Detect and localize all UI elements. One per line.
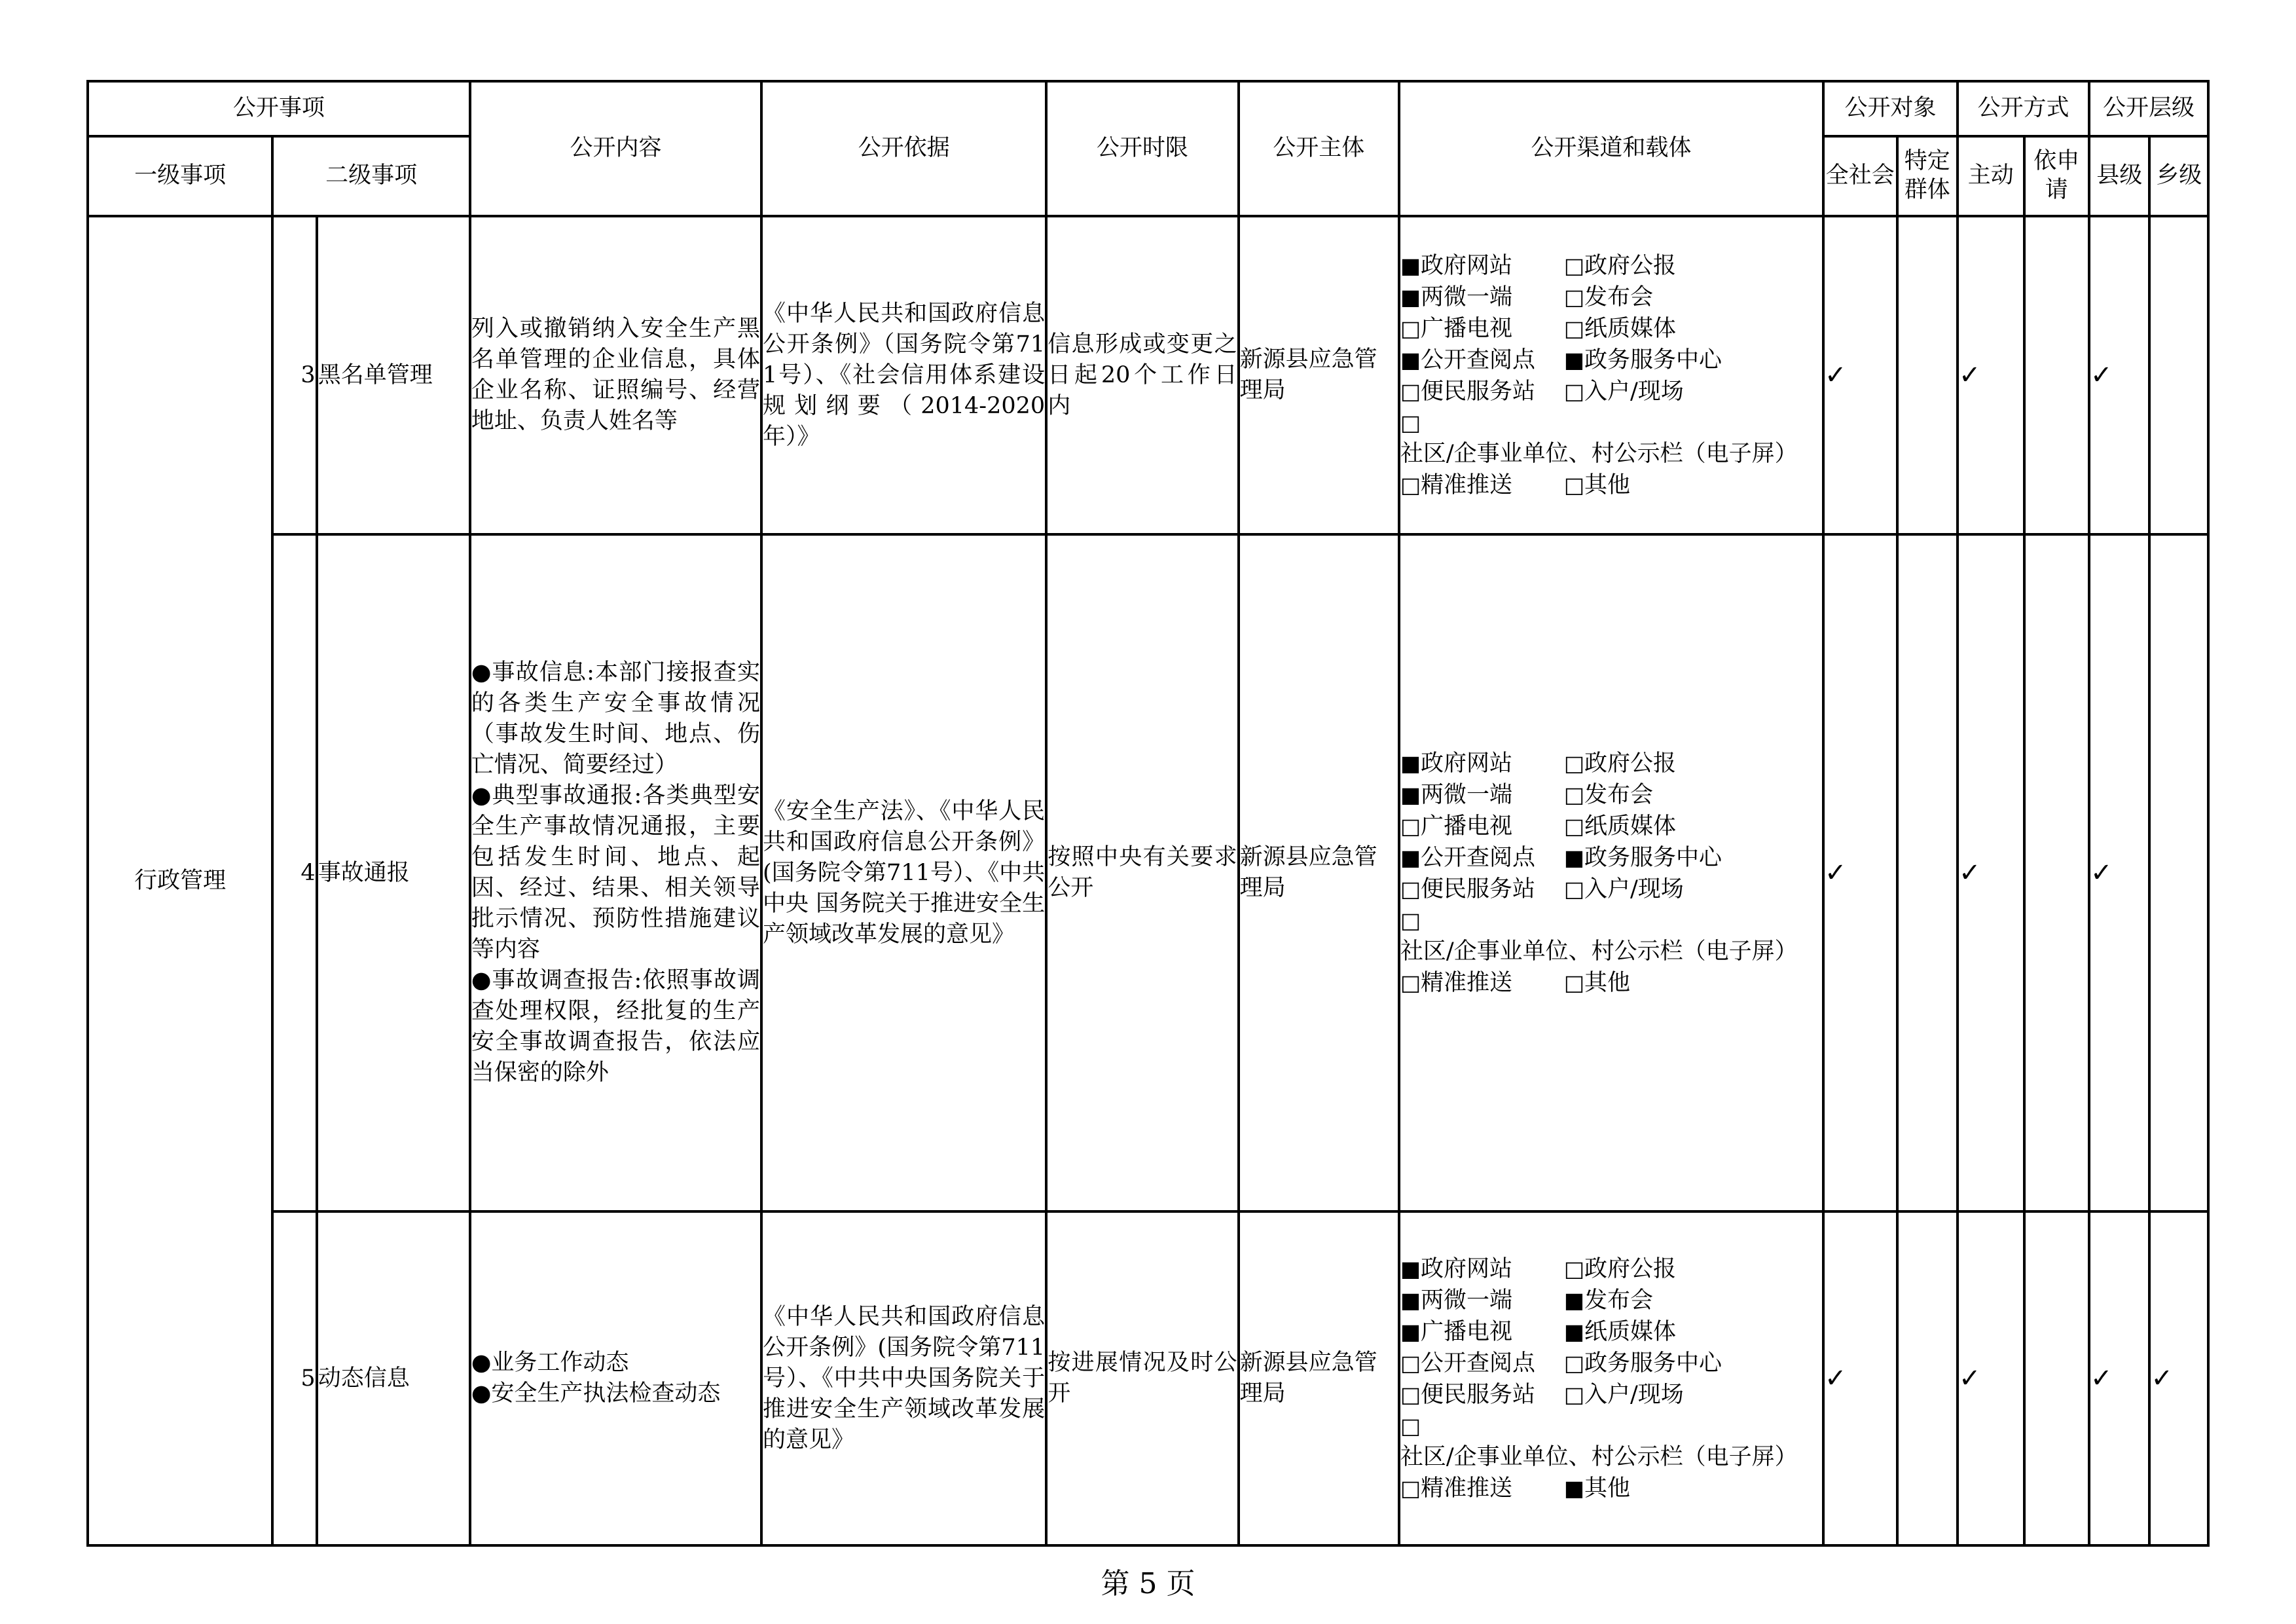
- row-number: 4: [272, 534, 316, 1211]
- content-cell: [470, 216, 761, 534]
- content-line: ●事故调查报告:依照事故调查处理权限，经批复的生产安全事故调查报告，依法应当保密的除外: [471, 967, 761, 1086]
- channels-cell: [1399, 534, 1823, 1211]
- time-limit-cell: 按照中央有关要求公开: [1046, 534, 1238, 1211]
- channel-checkbox: ■: [1400, 844, 1421, 870]
- channel-label: 社区/企事业单位、村公示栏（电子屏）: [1400, 440, 1798, 467]
- channel-checkbox: □: [1563, 750, 1585, 776]
- channel-label: 纸质媒体: [1584, 813, 1677, 840]
- header-level-town: 乡级: [2149, 136, 2208, 216]
- channel-label: 政务服务中心: [1584, 346, 1722, 373]
- check-county: ✓: [2089, 534, 2149, 1211]
- content-cell: [470, 534, 761, 1211]
- subject-cell: 新源县应急管理局: [1239, 534, 1399, 1211]
- content-cell: [470, 1211, 761, 1545]
- channel-label: 便民服务站: [1421, 378, 1536, 405]
- channel-label: 公开查阅点: [1421, 1350, 1536, 1376]
- channel-label: 纸质媒体: [1584, 1318, 1677, 1345]
- check-county: ✓: [2089, 216, 2149, 534]
- channel-checkbox: □: [1563, 252, 1585, 278]
- channel-label: 政府网站: [1421, 750, 1513, 777]
- row-number: 3: [272, 216, 316, 534]
- table-row: [88, 216, 2208, 534]
- channel-label: 精准推送: [1421, 1475, 1513, 1502]
- basis-cell: 《安全生产法》、《中华人民共和国政府信息公开条例》(国务院令第711号）、《中共中央 国务院关于推进安全生产领域改革发展的意见》: [761, 534, 1046, 1211]
- channel-checkbox: ■: [1563, 844, 1585, 870]
- channel-label: 广播电视: [1421, 1318, 1513, 1345]
- channel-label: 社区/企事业单位、村公示栏（电子屏）: [1400, 938, 1798, 965]
- table-row: [88, 1211, 2208, 1545]
- channel-label: 纸质媒体: [1584, 315, 1677, 342]
- channel-label: 入户/现场: [1584, 876, 1684, 902]
- header-level1: 一级事项: [88, 136, 272, 216]
- level1-item: 行政管理: [88, 216, 272, 1545]
- check-town: [2149, 216, 2208, 534]
- disclosure-table: [86, 80, 2210, 1547]
- channel-checkbox: □: [1563, 1381, 1585, 1407]
- check-specific: [1897, 216, 1958, 534]
- check-all: ✓: [1823, 216, 1897, 534]
- channel-checkbox: □: [1400, 907, 1421, 933]
- channel-label: 政府公报: [1584, 252, 1677, 279]
- channels-cell: [1399, 1211, 1823, 1545]
- check-all: ✓: [1823, 534, 1897, 1211]
- subject-cell: 新源县应急管理局: [1239, 216, 1399, 534]
- channel-label: 精准推送: [1421, 969, 1513, 996]
- header-basis: 公开依据: [761, 81, 1046, 216]
- check-specific: [1897, 1211, 1958, 1545]
- channel-checkbox: □: [1563, 781, 1585, 807]
- content-line: ●事故信息:本部门接报查实的各类生产安全事故情况（事故发生时间、地点、伤亡情况、简要经过）: [471, 659, 761, 778]
- channel-label: 其他: [1584, 471, 1631, 498]
- page-number: 第 5 页: [1101, 1567, 1195, 1600]
- level2-item: 动态信息: [317, 1211, 470, 1545]
- channel-checkbox: ■: [1400, 1287, 1421, 1313]
- channel-checkbox: □: [1400, 409, 1421, 435]
- check-all: ✓: [1823, 1211, 1897, 1545]
- channel-checkbox: □: [1563, 284, 1585, 310]
- content-line: ●典型事故通报:各类典型安全生产事故情况通报，主要包括发生时间、地点、起因、经过、结果、相关领导批示情况、预防性措施建议等内容: [471, 783, 761, 963]
- header-method: 公开方式: [1958, 81, 2089, 136]
- channel-checkbox: □: [1563, 471, 1585, 498]
- channel-label: 公开查阅点: [1421, 844, 1536, 871]
- channel-label: 便民服务站: [1421, 876, 1536, 902]
- header-level: 公开层级: [2089, 81, 2208, 136]
- basis-cell: 《中华人民共和国政府信息公开条例》(国务院令第711号）、《中共中央国务院关于推进安全生产领域改革发展的意见》: [761, 1211, 1046, 1545]
- header-subject: 公开主体: [1239, 81, 1399, 216]
- basis-cell: 《中华人民共和国政府信息公开条例》（国务院令第711号）、《社会信用体系建设规划纲要（2014-2020年）》: [761, 216, 1046, 534]
- channel-checkbox: □: [1563, 1350, 1585, 1376]
- check-active: ✓: [1958, 1211, 2024, 1545]
- check-request: [2024, 534, 2090, 1211]
- check-request: [2024, 1211, 2090, 1545]
- channel-checkbox: □: [1563, 969, 1585, 995]
- header-method-active: 主动: [1958, 136, 2024, 216]
- channel-label: 广播电视: [1421, 813, 1513, 840]
- channel-checkbox: □: [1563, 315, 1585, 341]
- channel-label: 入户/现场: [1584, 1381, 1684, 1408]
- header-content: 公开内容: [470, 81, 761, 216]
- row-number: 5: [272, 1211, 316, 1545]
- channel-label: 入户/现场: [1584, 378, 1684, 405]
- channel-label: 其他: [1584, 969, 1631, 996]
- channel-checkbox: □: [1563, 1255, 1585, 1282]
- channel-checkbox: □: [1400, 471, 1421, 498]
- channel-checkbox: ■: [1400, 1318, 1421, 1344]
- check-request: [2024, 216, 2090, 534]
- channel-label: 两微一端: [1421, 781, 1513, 808]
- channel-label: 便民服务站: [1421, 1381, 1536, 1408]
- header-level2: 二级事项: [272, 136, 469, 216]
- channel-checkbox: □: [1400, 1350, 1421, 1376]
- channel-label: 两微一端: [1421, 1287, 1513, 1314]
- channel-label: 发布会: [1584, 1287, 1654, 1314]
- channel-checkbox: ■: [1400, 284, 1421, 310]
- header-target-specific: 特定群体: [1897, 136, 1958, 216]
- header-public-item: 公开事项: [88, 81, 470, 136]
- channel-label: 政府网站: [1421, 1255, 1513, 1282]
- level2-item: 事故通报: [317, 534, 470, 1211]
- check-active: ✓: [1958, 216, 2024, 534]
- channel-label: 精准推送: [1421, 471, 1513, 498]
- channel-label: 社区/企事业单位、村公示栏（电子屏）: [1400, 1443, 1798, 1470]
- channel-checkbox: ■: [1563, 1475, 1585, 1501]
- channel-label: 公开查阅点: [1421, 346, 1536, 373]
- channel-label: 两微一端: [1421, 284, 1513, 310]
- channel-label: 政府网站: [1421, 252, 1513, 279]
- subject-cell: 新源县应急管理局: [1239, 1211, 1399, 1545]
- channel-checkbox: ■: [1563, 1287, 1585, 1313]
- channel-checkbox: ■: [1400, 1255, 1421, 1282]
- time-limit-cell: 按进展情况及时公开: [1046, 1211, 1238, 1545]
- header-channels: 公开渠道和载体: [1399, 81, 1823, 216]
- channel-label: 广播电视: [1421, 315, 1513, 342]
- header-target-all: 全社会: [1823, 136, 1897, 216]
- channel-checkbox: □: [1400, 315, 1421, 341]
- level2-item: 黑名单管理: [317, 216, 470, 534]
- channel-checkbox: □: [1400, 1475, 1421, 1501]
- check-specific: [1897, 534, 1958, 1211]
- channel-checkbox: □: [1400, 969, 1421, 995]
- channel-label: 政府公报: [1584, 750, 1677, 777]
- content-line: 列入或撤销纳入安全生产黑名单管理的企业信息，具体企业名称、证照编号、经营地址、负责人姓名等: [471, 316, 761, 434]
- channel-checkbox: □: [1400, 876, 1421, 902]
- check-town: [2149, 534, 2208, 1211]
- content-line: ●业务工作动态: [471, 1350, 629, 1376]
- channel-label: 政府公报: [1584, 1255, 1677, 1282]
- channel-checkbox: □: [1400, 813, 1421, 839]
- channel-checkbox: ■: [1400, 346, 1421, 373]
- check-active: ✓: [1958, 534, 2024, 1211]
- channel-checkbox: ■: [1563, 1318, 1585, 1344]
- channel-label: 发布会: [1584, 284, 1654, 310]
- channel-checkbox: ■: [1563, 346, 1585, 373]
- channel-checkbox: □: [1400, 378, 1421, 404]
- channel-label: 其他: [1584, 1475, 1631, 1502]
- header-method-request: 依申请: [2024, 136, 2090, 216]
- channel-checkbox: □: [1563, 876, 1585, 902]
- channel-checkbox: □: [1563, 813, 1585, 839]
- channel-label: 政务服务中心: [1584, 844, 1722, 871]
- channel-checkbox: □: [1400, 1412, 1421, 1439]
- table-row: [88, 534, 2208, 1211]
- header-level-county: 县级: [2089, 136, 2149, 216]
- channel-checkbox: ■: [1400, 252, 1421, 278]
- channel-checkbox: □: [1400, 1381, 1421, 1407]
- channel-checkbox: ■: [1400, 781, 1421, 807]
- header-target: 公开对象: [1823, 81, 1958, 136]
- content-line: ●安全生产执法检查动态: [471, 1380, 721, 1407]
- check-county: ✓: [2089, 1211, 2149, 1545]
- channel-checkbox: ■: [1400, 750, 1421, 776]
- channel-label: 发布会: [1584, 781, 1654, 808]
- time-limit-cell: 信息形成或变更之日起20个工作日内: [1046, 216, 1238, 534]
- header-time-limit: 公开时限: [1046, 81, 1238, 216]
- check-town: ✓: [2149, 1211, 2208, 1545]
- channel-checkbox: □: [1563, 378, 1585, 404]
- channels-cell: [1399, 216, 1823, 534]
- channel-label: 政务服务中心: [1584, 1350, 1722, 1376]
